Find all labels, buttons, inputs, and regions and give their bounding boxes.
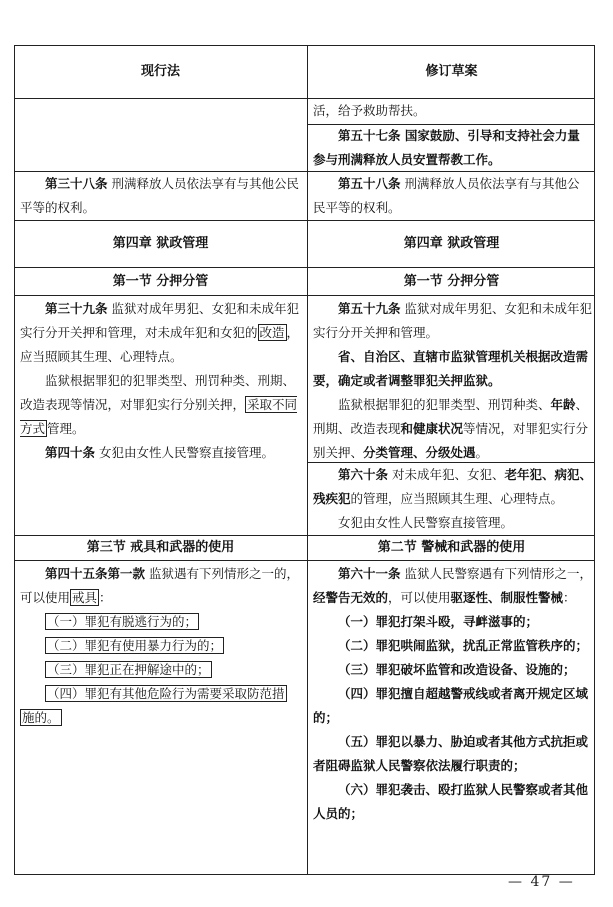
list-item: （一）罪犯有脱逃行为的； (47, 614, 198, 629)
draft-art61 (313, 562, 592, 826)
art-text: 监狱对成年男犯、女犯和未成年犯实行分开关押和管理，对未成年犯和女犯的 (20, 301, 299, 340)
draft-art60 (313, 463, 592, 535)
draft-art59 (313, 297, 592, 465)
list-item: （二）罪犯有使用暴力行为的； (47, 638, 223, 653)
art-text: ，应当照顾其生理、心理特点。 (20, 325, 300, 364)
row-divider (14, 267, 595, 268)
section1-right: 第一节 分押分管 (403, 274, 500, 289)
row-divider (14, 560, 595, 561)
row-divider (14, 295, 595, 296)
art-text: 的管理，应当照顾其生理、心理特点。 (350, 491, 564, 506)
art-text: 监狱根据罪犯的犯罪类型、刑罚种类、 (338, 397, 551, 412)
art-text: 对未成年犯、女犯、 (388, 467, 505, 482)
art-text: 驱逐性、制服性警械 (450, 590, 564, 605)
current-art38 (20, 172, 302, 220)
art-text: 省、自治区、直辖市监狱管理机关根据改造需要，确定或者调整罪犯关押监狱。 (313, 349, 589, 388)
art-text: 刑满释放人员依法享有与其他公民平等的权利。 (313, 176, 580, 215)
boxed-term: 改造 (259, 325, 285, 340)
art-text: ，可以使用 (388, 590, 451, 605)
art-text: 监狱根据罪犯的犯罪类型、刑罚种类、刑期、改造表现等情况，对罪犯实行分别关押， (20, 373, 296, 412)
row-divider (14, 220, 595, 221)
art-text: ： (563, 590, 576, 605)
current-art39-40 (20, 297, 304, 465)
list-item: （四）罪犯擅自超越警戒线或者离开规定区域的； (313, 686, 589, 725)
section1-left: 第一节 分押分管 (112, 274, 209, 289)
chapter-right: 第四章 狱政管理 (403, 236, 500, 251)
art-text: ： (99, 590, 112, 605)
art-text: 管理。 (47, 421, 85, 436)
art-number: 第三十八条 (45, 176, 108, 191)
list-item: 施的。 (22, 710, 60, 725)
art-text: 女犯由女性人民警察直接管理。 (338, 515, 514, 530)
art-number: 第四十五条第一款 (45, 566, 146, 581)
boxed-term: 采取不同方式 (20, 397, 298, 436)
page-number: — 47 — (508, 874, 575, 890)
art-text: 、刑期、改造表现 (313, 397, 589, 436)
list-item: （六）罪犯袭击、殴打监狱人民警察或者其他人员的； (313, 782, 589, 821)
list-item: （一）罪犯打架斗殴，寻衅滋事的； (338, 614, 539, 629)
art-number: 第五十九条 (338, 301, 401, 316)
list-item: （五）罪犯以暴力、胁迫或者其他方式抗拒或者阻碍监狱人民警察依法履行职责的； (313, 734, 589, 773)
art-number: 第五十八条 (338, 176, 401, 191)
draft-cont-text: 活，给予救助帮扶。 (313, 103, 426, 118)
art-number: 第四十条 (45, 445, 96, 460)
art-text: 刑满释放人员依法享有与其他公民平等的权利。 (20, 176, 299, 215)
art-text: 经警告无效的 (313, 590, 389, 605)
art-text: 等情况，对罪犯实行分别关押、 (313, 421, 589, 460)
chapter-left: 第四章 狱政管理 (112, 236, 209, 251)
art-text: 年龄 (550, 397, 576, 412)
boxed-term: 戒具 (72, 590, 98, 605)
column-divider (307, 45, 308, 875)
draft-art57: 第五十七条 国家鼓励、引导和支持社会力量参与刑满释放人员安置帮教工作。 (313, 128, 580, 167)
list-item: （二）罪犯哄闹监狱，扰乱正常监管秩序的； (338, 638, 589, 653)
section3-left: 第三节 戒具和武器的使用 (86, 540, 235, 555)
art-text: 女犯由女性人民警察直接管理。 (95, 445, 274, 460)
current-art45 (20, 562, 304, 730)
art-text: 监狱对成年男犯、女犯和未成年犯实行分开关押和管理。 (313, 301, 592, 340)
art-text: 分类管理、分级处遇 (363, 445, 476, 460)
art-text: 老年犯、病犯、残疾犯 (313, 467, 593, 506)
art-text: 和健康状况 (400, 421, 464, 436)
art-number: 第三十九条 (45, 301, 108, 316)
header-draft: 修订草案 (425, 64, 478, 79)
art-text: 监狱遇有下列情形之一的，可以使用 (20, 566, 299, 605)
draft-art58 (313, 172, 591, 220)
list-item: （三）罪犯正在押解途中的； (47, 662, 210, 677)
art-text: 。 (475, 445, 489, 460)
section2-right: 第二节 警械和武器的使用 (377, 540, 526, 555)
art-number: 第六十条 (338, 467, 389, 482)
art-text: 监狱人民警察遇有下列情形之一， (400, 566, 592, 581)
header-current-law: 现行法 (140, 64, 180, 79)
art-number: 第六十一条 (338, 566, 401, 581)
list-item: （三）罪犯破坏监管和改造设备、设施的； (338, 662, 576, 677)
list-item: （四）罪犯有其他危险行为需要采取防范措 (47, 686, 285, 701)
